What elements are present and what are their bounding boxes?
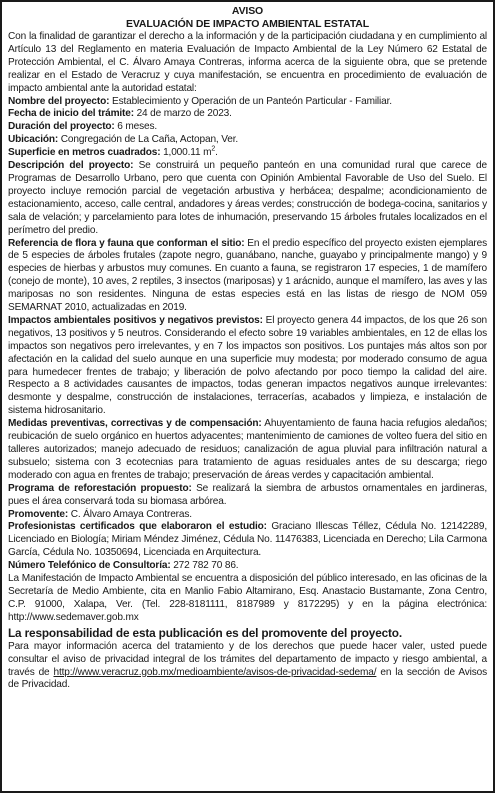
section-label: Número Telefónico de Consultoría: <box>8 560 171 572</box>
responsibility-statement: La responsabilidad de esta publicación es del promovente del proyecto. <box>8 625 402 640</box>
field-start-date <box>8 108 487 121</box>
field-value: 24 de marzo de 2023. <box>133 108 232 120</box>
section-text: Se realizará la siembra de arbustos ornamentales en jardineras, pues el área conservará toda su biomasa arbórea. <box>8 482 487 507</box>
field-value: 6 meses. <box>114 121 158 133</box>
section-professionals <box>8 521 487 560</box>
section-label: Descripción del proyecto: <box>8 160 134 172</box>
availability-paragraph: La Manifestación de Impacto Ambiental se encuentra a disposición del público interesado, en las oficinas de la Secretaría de Medio Ambiente, cita en Manlio Fabio Altamirano, Esq. Anastacio Bustamante, Zona Centro, C.P. 91000, Xalapa, Ver. (Tel. 228-8181111, 8187989 y 8172295) y en la página electrónica: http://www.sedemaver.gob.mx <box>8 573 487 623</box>
field-label: Ubicación: <box>8 134 59 146</box>
section-label: Impactos ambientales positivos y negativos previstos: <box>8 314 263 326</box>
field-label: Fecha de inicio del trámite: <box>8 108 134 120</box>
section-reforestation <box>8 483 487 509</box>
field-value: Congregación de La Caña, Actopan, Ver. <box>58 134 239 146</box>
superscript: 2 <box>211 145 216 153</box>
section-text: C. Álvaro Amaya Contreras. <box>68 508 192 520</box>
section-flora-fauna <box>8 238 487 315</box>
field-duration <box>8 121 487 134</box>
field-value: 1,000.11 m <box>160 147 212 159</box>
section-label: Promovente: <box>8 508 69 520</box>
section-measures <box>8 418 487 483</box>
notice-heading: AVISO <box>231 5 264 17</box>
privacy-link[interactable]: http://www.veracruz.gob.mx/medioambiente/avisos-de-privacidad-sedema/ <box>53 666 377 678</box>
section-text: Se construirá un pequeño panteón en una comunidad rural que carece de Programas de Desarrollo Urbano, pero que cuenta con Opinión Ambiental Favorable de Uso del Suelo. El proyecto incluye remoción parcial de vegetación arbustiva y herbácea; despalme; acondicionamiento de estacionamiento, acceso, calle central, andadores y áreas verdes; construcción de bodega-cocina, sanitarios y sala de velación; y parcelamiento para lotes de inhumación, preservando 15 árboles frutales localizados en el perímetro del predio. <box>8 160 487 236</box>
field-project-name <box>8 96 487 109</box>
section-label: Medidas preventivas, correctivas y de compensación: <box>8 418 262 430</box>
section-description <box>8 160 487 237</box>
intro-paragraph: Con la finalidad de garantizar el derecho a la información y de la participación ciudadana y en cumplimiento al Artículo 13 del Reglamento en materia Evaluación de Impacto Ambiental de la Ley Número 62 Estatal de Protección Ambiental, el C. Álvaro Amaya Contreras, informa acerca de la siguiente obra, que se pretende realizar en el Estado de Veracruz y cuya manifestación, se encuentra en procedimiento de evaluación de impacto ambiental ante la autoridad estatal: <box>8 31 487 94</box>
privacy-paragraph <box>8 641 487 693</box>
section-text: Graciano Illescas Téllez, Cédula No. 12142289, Licenciado en Biología; Miriam Méndez Jiménez, Cédula No. 11476383, Licenciada en Derecho; Lila Carmona García, Cédula No. 10350694, Licenciada en Arquitectura. <box>8 521 487 559</box>
section-phone <box>8 560 487 573</box>
section-label: Referencia de flora y fauna que conforman el sitio: <box>8 237 245 249</box>
field-label: Superficie en metros cuadrados: <box>8 147 161 159</box>
section-text: En el predio específico del proyecto existen ejemplares de 5 especies de árboles frutales (zapote negro, guanábano, nanche, guayabo y principalmente mango) y 9 especies de hierbas y arbustos muy comunes. En cuanto a fauna, se registraron 17 especies, 1 de mamífero (conejo de monte), 10 aves, 2 reptiles, 3 insectos (mariposas) y 1 arácnido, aunque el mamífero, las aves y las mariposas no son residentes. Ninguna de estas especies está en las listas de riesgo de NOM 059 SEMARNAT 2010, actualizadas en 2019. <box>8 237 487 314</box>
section-text: 272 782 70 86. <box>170 560 239 572</box>
field-location <box>8 134 487 147</box>
section-text: El proyecto genera 44 impactos, de los que 26 son negativos, 13 positivos y 5 neutros. Considerando el efecto sobre 19 variables ambientales, en 12 de ellas los impactos son negativos pero irrelevantes, y en 7 los impactos son positivos. Los puntajes más altos son por afectación en la calidad del suelo aunque en una superficie muy modesta; por moderado consumo de agua para humedecer frentes de trabajo; y liberación de polvo afectando por poco tiempo la calidad del aire. Respecto a 8 actividades causantes de impactos, todas generan impactos negativos aunque irrelevantes: desmonte y despalme, construcción de instalaciones, terracerías, acabados y limpieza, e instalación de sistema hidrosanitario. <box>8 314 487 417</box>
section-impacts <box>8 315 487 418</box>
section-label: Profesionistas certificados que elaboraron el estudio: <box>8 521 267 533</box>
field-value: Establecimiento y Operación de un Panteón Particular - Familiar. <box>109 95 392 107</box>
section-promovente <box>8 509 487 522</box>
field-label: Duración del proyecto: <box>8 121 115 133</box>
section-label: Programa de reforestación propuesto: <box>8 482 192 494</box>
notice-title: EVALUACIÓN DE IMPACTO AMBIENTAL ESTATAL <box>125 18 370 30</box>
field-value-end: . <box>215 147 218 159</box>
field-label: Nombre del proyecto: <box>8 95 110 107</box>
privacy-text: Para mayor información acerca del tratamiento y de los derechos que puede hacer valer, usted puede consultar el aviso de privacidad integral de los trámites del departamento de impacto y riesgo ambiental, a través de <box>8 640 487 678</box>
field-surface <box>8 147 487 160</box>
section-text: Ahuyentamiento de fauna hacia refugios aledaños; reubicación de suelo orgánico en huertos adyacentes; mantenimiento de camiones de volteo fuera del sitio en talleres autorizados; manejo adecuado de residuos; canalización de agua pluvial para infiltración natural a subsuelo; sistema con 3 ecotecnias para tratamiento de aguas residuales antes de su descarga; riego moderado con agua en frentes de trabajo; preservación de áreas verdes y capacitación ambiental. <box>8 418 488 481</box>
privacy-text-end: en la sección de Avisos de Privacidad. <box>8 666 487 691</box>
